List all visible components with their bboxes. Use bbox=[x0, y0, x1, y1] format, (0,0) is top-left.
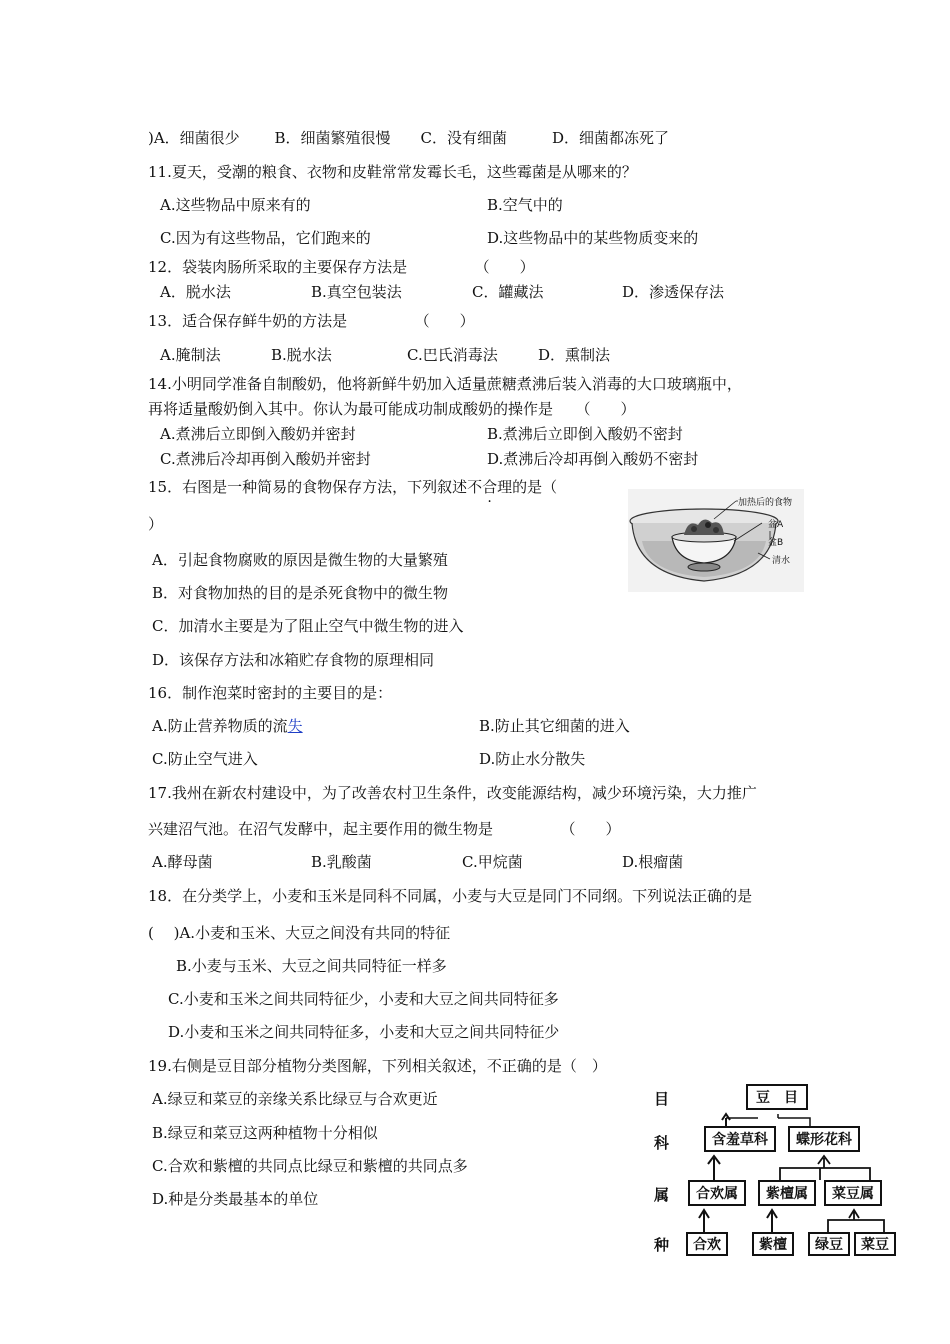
q12-option-c: C．罐藏法 bbox=[472, 283, 544, 301]
node-genus-phaseolus: 菜豆属 bbox=[824, 1180, 882, 1206]
q16-link[interactable]: 失 bbox=[287, 717, 303, 735]
q15-emphasis: 不合理 bbox=[467, 478, 513, 496]
label-heated-food: 加热后的食物 bbox=[738, 498, 793, 508]
q14-stem-line2: 再将适量酸奶倒入其中。你认为最可能成功制成酸奶的操作是 （ ） bbox=[148, 400, 636, 418]
rank-order: 目 bbox=[654, 1090, 670, 1108]
node-family-mimosaceae: 含羞草科 bbox=[704, 1126, 776, 1152]
node-genus-pterocarpus: 紫檀属 bbox=[758, 1180, 816, 1206]
q17-option-a: A.酵母菌 bbox=[152, 853, 213, 871]
q17-stem-line1: 17.我州在新农村建设中，为了改善农村卫生条件，改变能源结构，减少环境污染，大力推广 bbox=[148, 784, 757, 802]
q14-option-c: C.煮沸后冷却再倒入酸奶并密封 bbox=[160, 450, 371, 468]
rank-genus: 属 bbox=[654, 1186, 670, 1204]
q12-option-d: D．渗透保存法 bbox=[622, 283, 725, 301]
arrows-genus-to-family bbox=[688, 1154, 888, 1180]
q11-option-b: B.空气中的 bbox=[487, 196, 563, 214]
q18-stem: 18．在分类学上，小麦和玉米是同科不同属，小麦与大豆是同门不同纲。下列说法正确的是 bbox=[148, 887, 753, 905]
q12-option-a: A．脱水法 bbox=[160, 283, 231, 301]
q15-stem-close: ） bbox=[148, 515, 164, 533]
q18-option-b: B.小麦与玉米、大豆之间共同特征一样多 bbox=[176, 957, 447, 975]
arrows-species-to-genus bbox=[688, 1208, 898, 1232]
q10-options: )A．细菌很少 B．细菌繁殖很慢 C．没有细菌 D．细菌都冻死了 bbox=[148, 129, 669, 147]
q18-option-c: C.小麦和玉米之间共同特征少，小麦和大豆之间共同特征多 bbox=[168, 990, 559, 1008]
node-species-mung-bean: 绿豆 bbox=[808, 1232, 850, 1256]
q14-option-a: A.煮沸后立即倒入酸奶并密封 bbox=[160, 425, 356, 443]
q13-option-b: B.脱水法 bbox=[271, 346, 332, 364]
q19-option-a: A.绿豆和菜豆的亲缘关系比绿豆与合欢更近 bbox=[152, 1090, 438, 1108]
q15-stem: 15．右图是一种简易的食物保存方法，下列叙述不合理的是（ bbox=[148, 478, 558, 496]
q13-option-a: A.腌制法 bbox=[160, 346, 221, 364]
q11-stem: 11.夏天，受潮的粮食、衣物和皮鞋常常发霉长毛，这些霉菌是从哪来的？ bbox=[148, 163, 637, 181]
label-basin-b: 盆B bbox=[768, 538, 784, 548]
q18-option-a: ( )A.小麦和玉米、大豆之间没有共同的特征 bbox=[148, 924, 451, 942]
q11-option-d: D.这些物品中的某些物质变来的 bbox=[487, 229, 699, 247]
q14-stem-line1: 14.小明同学准备自制酸奶，他将新鲜牛奶加入适量蔗糖煮沸后装入消毒的大口玻璃瓶中， bbox=[148, 375, 742, 393]
q15-option-c: C．加清水主要是为了阻止空气中微生物的进入 bbox=[152, 617, 464, 635]
q16-stem: 16．制作泡菜时密封的主要目的是： bbox=[148, 684, 393, 702]
node-species-kidney-bean: 菜豆 bbox=[854, 1232, 896, 1256]
q13-option-d: D．熏制法 bbox=[538, 346, 611, 364]
q13-stem: 13．适合保存鲜牛奶的方法是 （ ） bbox=[148, 312, 475, 330]
q19-stem: 19.右侧是豆目部分植物分类图解，下列相关叙述，不正确的是（ ） bbox=[148, 1057, 607, 1075]
q15-option-b: B．对食物加热的目的是杀死食物中的微生物 bbox=[152, 584, 449, 602]
q17-option-c: C.甲烷菌 bbox=[462, 853, 523, 871]
legume-classification-figure bbox=[648, 1080, 898, 1260]
food-preservation-figure bbox=[628, 489, 804, 592]
q17-stem-line2: 兴建沼气池。在沼气发酵中，起主要作用的微生物是 （ ） bbox=[148, 820, 621, 838]
q11-option-c: C.因为有这些物品，它们跑来的 bbox=[160, 229, 371, 247]
node-order: 豆 目 bbox=[746, 1084, 808, 1110]
q12-stem: 12．袋装肉肠所采取的主要保存方法是 （ ） bbox=[148, 258, 535, 276]
q15-option-a: A．引起食物腐败的原因是微生物的大量繁殖 bbox=[152, 551, 448, 569]
q16-option-d: D.防止水分散失 bbox=[479, 750, 586, 768]
q13-option-c: C.巴氏消毒法 bbox=[407, 346, 498, 364]
label-basin-a: 盆A bbox=[768, 520, 784, 530]
q16-option-c: C.防止空气进入 bbox=[152, 750, 258, 768]
node-species-pterocarpus: 紫檀 bbox=[752, 1232, 794, 1256]
q18-option-d: D.小麦和玉米之间共同特征多，小麦和大豆之间共同特征少 bbox=[168, 1023, 560, 1041]
q19-option-c: C.合欢和紫檀的共同点比绿豆和紫檀的共同点多 bbox=[152, 1157, 468, 1175]
rank-family: 科 bbox=[654, 1134, 670, 1152]
label-clear-water: 清水 bbox=[772, 556, 791, 566]
q12-option-b: B.真空包装法 bbox=[311, 283, 402, 301]
q16-option-b: B.防止其它细菌的进入 bbox=[479, 717, 630, 735]
node-family-papilionaceae: 蝶形花科 bbox=[788, 1126, 860, 1152]
q19-option-d: D.种是分类最基本的单位 bbox=[152, 1190, 319, 1208]
q19-option-b: B.绿豆和菜豆这两种植物十分相似 bbox=[152, 1124, 378, 1142]
q11-option-a: A.这些物品中原来有的 bbox=[160, 196, 311, 214]
q17-option-b: B.乳酸菌 bbox=[311, 853, 372, 871]
q17-option-d: D.根瘤菌 bbox=[622, 853, 684, 871]
node-species-albizia: 合欢 bbox=[686, 1232, 728, 1256]
q14-option-d: D.煮沸后冷却再倒入酸奶不密封 bbox=[487, 450, 699, 468]
node-genus-albizia: 合欢属 bbox=[688, 1180, 746, 1206]
q14-option-b: B.煮沸后立即倒入酸奶不密封 bbox=[487, 425, 683, 443]
q16-option-a: A.防止营养物质的流失 bbox=[152, 717, 303, 735]
q15-option-d: D．该保存方法和冰箱贮存食物的原理相同 bbox=[152, 651, 435, 669]
rank-species: 种 bbox=[654, 1236, 670, 1254]
